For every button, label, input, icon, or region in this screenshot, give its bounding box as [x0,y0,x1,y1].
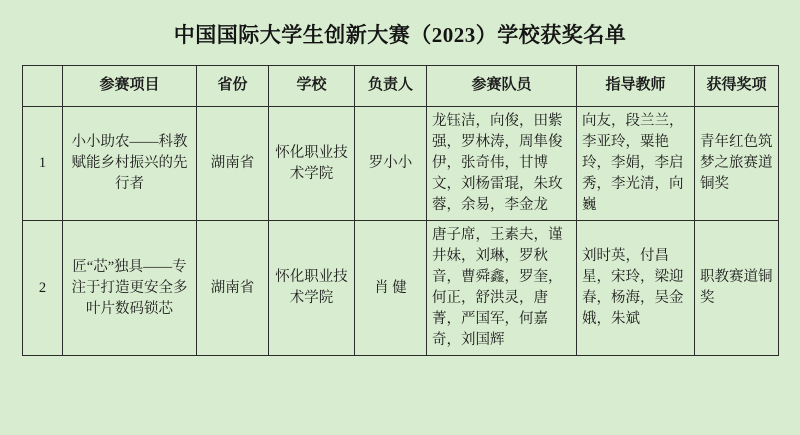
cell-project: 匠“芯”独具——专注于打造更安全多叶片数码锁芯 [63,221,197,356]
column-header-teachers: 指导教师 [577,66,695,107]
award-table [22,65,779,356]
column-header-province: 省份 [197,66,269,107]
column-header-school: 学校 [269,66,355,107]
cell-award: 青年红色筑梦之旅赛道铜奖 [695,107,779,221]
table-header-row [23,66,779,107]
cell-teachers: 刘时英，付昌星，宋玲，梁迎春，杨海，吴金娥，朱斌 [577,221,695,356]
table-body [23,107,779,356]
cell-teachers: 向友，段兰兰，李亚玲，粟艳玲，李娟，李启秀，李光清，向巍 [577,107,695,221]
cell-leader: 肖 健 [355,221,427,356]
cell-members: 龙钰洁，向俊，田紫强，罗林涛，周隼俊伊，张奇伟，甘博文，刘杨雷琨，朱玫蓉，余易，李金龙 [427,107,577,221]
column-header-award: 获得奖项 [695,66,779,107]
cell-award: 职教赛道铜奖 [695,221,779,356]
table-row [23,107,779,221]
cell-index: 1 [23,107,63,221]
cell-school: 怀化职业技术学院 [269,221,355,356]
cell-project: 小小助农——科教赋能乡村振兴的先行者 [63,107,197,221]
cell-index: 2 [23,221,63,356]
cell-leader: 罗小小 [355,107,427,221]
cell-province: 湖南省 [197,221,269,356]
column-header-project: 参赛项目 [63,66,197,107]
award-table-container [0,65,800,356]
table-row [23,221,779,356]
cell-school: 怀化职业技术学院 [269,107,355,221]
cell-province: 湖南省 [197,107,269,221]
column-header-leader: 负责人 [355,66,427,107]
page-title: 中国国际大学生创新大赛（2023）学校获奖名单 [173,23,627,47]
column-header-members: 参赛队员 [427,66,577,107]
column-header-index [23,66,63,107]
cell-members: 唐子席，王素夫，谨井妹，刘琳，罗秋音，曹舜鑫，罗奎，何正，舒洪灵，唐菁，严国军，何嘉奇，刘国辉 [427,221,577,356]
table-header [23,66,779,107]
